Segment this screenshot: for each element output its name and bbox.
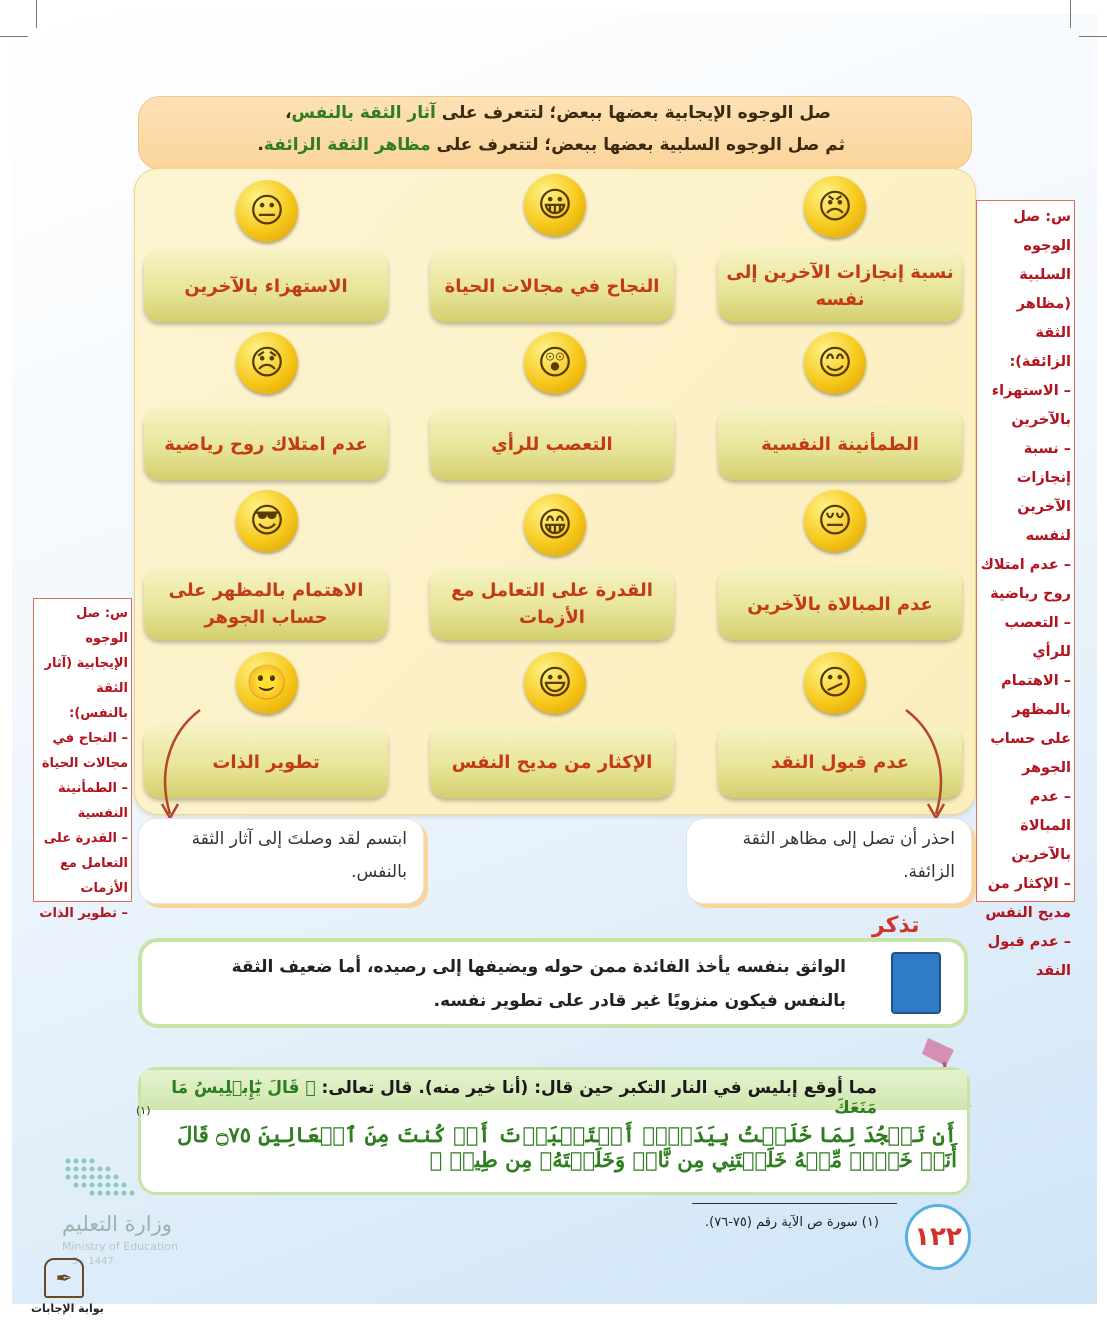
- neutral-face-icon[interactable]: 😐: [236, 180, 298, 242]
- shocked-face-icon[interactable]: 😲: [524, 332, 586, 394]
- sunglasses-face-icon[interactable]: 😎: [236, 490, 298, 552]
- smile-note: ابتسم لقد وصلتَ إلى آثار الثقة بالنفس.: [138, 818, 424, 904]
- notebook-icon: [891, 952, 941, 1014]
- crop-mark: [1070, 0, 1071, 28]
- grin-face-icon[interactable]: 😁: [524, 494, 586, 556]
- ministry-dots-logo: [62, 1155, 196, 1197]
- crop-mark: [36, 0, 37, 28]
- card-life-success[interactable]: النجاح في مجالات الحياة: [430, 250, 674, 322]
- footnote-divider: [692, 1203, 897, 1204]
- remember-label: تذكر: [872, 913, 920, 938]
- warning-note: احذر أن تصل إلى مظاهر الثقة الزائفة.: [686, 818, 972, 904]
- ministry-name-en: Ministry of Education: [62, 1240, 179, 1253]
- page-number: ١٢٢: [905, 1204, 971, 1270]
- card-self-development[interactable]: تطوير الذات: [144, 726, 388, 798]
- arrow-down-left-icon: [148, 704, 208, 826]
- card-self-praise[interactable]: الإكثار من مديح النفس: [430, 726, 674, 798]
- card-opinion-bigotry[interactable]: التعصب للرأي: [430, 408, 674, 480]
- positive-answer-panel: س: صل الوجوه الإيجابية (آثار الثقة بالنفس): – النجاح في مجالات الحياة – الطمأنينة النفسية – القدرة على التعامل مع الأزمات – تطوير الذات: [33, 598, 132, 902]
- card-claim-others-achievements[interactable]: نسبة إنجازات الآخرين إلى نفسه: [718, 250, 962, 322]
- laughing-face-icon[interactable]: 😃: [524, 652, 586, 714]
- verse-intro: مما أوقع إبليس في النار التكبر حين قال: (أنا خير منه). قال تعالى: ﴿ قَالَ يَٰٓإِبۡلِيسُ مَا مَنَعَكَ: [171, 1078, 877, 1118]
- ministry-year: 5 - 1447: [72, 1256, 114, 1267]
- negative-answer-panel: س: صل الوجوه السلبية (مظاهر الثقة الزائفة): – الاستهزاء بالآخرين – نسبة إنجازات الآخرين لنفسه – عدم امتلاك روح رياضية – التعصب للرأي – الاهتمام بالمظهر على حساب الجوهر – عدم المبالاة بالآخرين – الإكثار من مديح النفس – عدم قبول النقد: [976, 200, 1075, 902]
- verse-text: أَن تَسۡجُدَ لِمَا خَلَقۡتُ بِيَدَيَّۖ أَسۡتَكۡبَرۡتَ أَمۡ كُنتَ مِنَ ٱلۡعَالِينَ ۝٧٥ قَالَ أَنَا۠ خَيۡرٞ مِّنۡهُ خَلَقۡتَنِي مِن نَّارٖ وَخَلَقۡتَهُۥ مِن طِينٖ ﴾: [177, 1122, 957, 1172]
- calm-smile-face-icon[interactable]: 😊: [804, 332, 866, 394]
- remember-text: الواثق بنفسه يأخذ الفائدة ممن حوله ويضيفها إلى رصيده، أما ضعيف الثقة بالنفس فيكون منزويًا غير قادر على تطوير نفسه.: [231, 957, 846, 1011]
- card-crisis-handling[interactable]: القدرة على التعامل مع الأزمات: [430, 568, 674, 640]
- crop-mark: [1079, 36, 1107, 37]
- big-smile-face-icon[interactable]: 😀: [524, 174, 586, 236]
- sad-face-icon[interactable]: 😞: [236, 332, 298, 394]
- portal-logo-icon: ✒: [44, 1258, 84, 1298]
- card-appearance-over-essence[interactable]: الاهتمام بالمظهر على حساب الجوهر: [144, 568, 388, 640]
- card-mocking-others[interactable]: الاستهزاء بالآخرين: [144, 250, 388, 322]
- footnote-marker: (١): [136, 1104, 151, 1117]
- happy-face-icon[interactable]: 🙂: [236, 652, 298, 714]
- card-reject-criticism[interactable]: عدم قبول النقد: [718, 726, 962, 798]
- ministry-name-ar: وزارة التعليم: [62, 1212, 172, 1236]
- portal-name: بوابة الإجابات: [31, 1302, 104, 1315]
- arrow-down-right-icon: [900, 704, 960, 826]
- frown-face-icon[interactable]: 😕: [804, 652, 866, 714]
- indifferent-face-icon[interactable]: 😔: [804, 490, 866, 552]
- card-indifference-to-others[interactable]: عدم المبالاة بالآخرين: [718, 568, 962, 640]
- card-inner-peace[interactable]: الطمأنينة النفسية: [718, 408, 962, 480]
- footnote: (١) سورة ص الآية رقم (٧٥-٧٦).: [705, 1215, 879, 1230]
- card-no-sportsmanship[interactable]: عدم امتلاك روح رياضية: [144, 408, 388, 480]
- crop-mark: [0, 36, 28, 37]
- instruction-banner: صل الوجوه الإيجابية بعضها ببعض؛ لتتعرف على آثار الثقة بالنفس، ثم صل الوجوه السلبية بعضها ببعض؛ لتتعرف على مظاهر الثقة الزائفة.: [138, 96, 972, 170]
- angry-face-icon[interactable]: 😠: [804, 176, 866, 238]
- verse-box: [138, 1067, 970, 1195]
- remember-box: [138, 938, 968, 1028]
